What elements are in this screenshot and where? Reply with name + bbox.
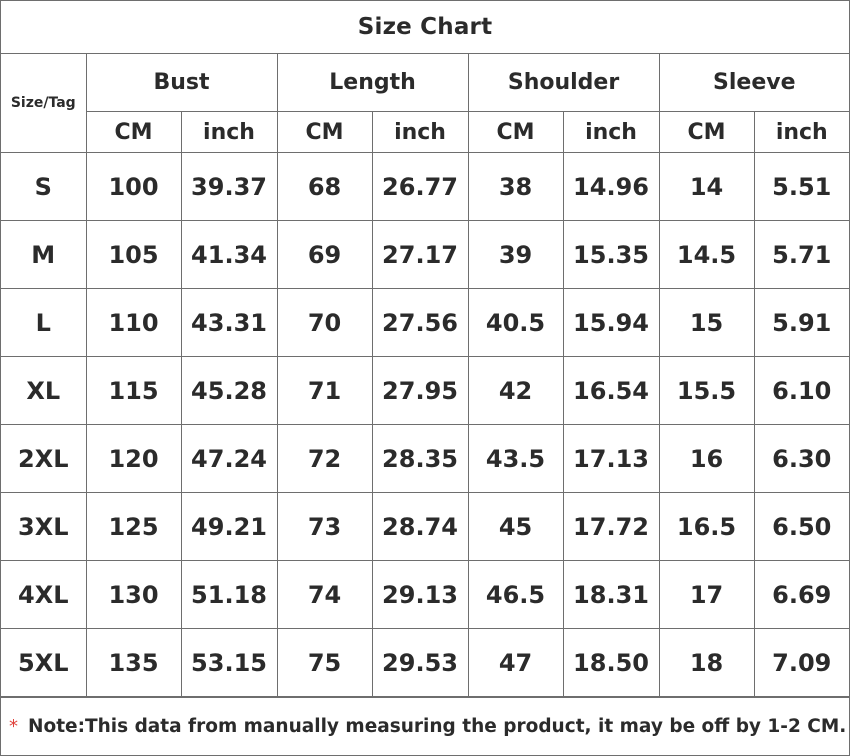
size-cell: 2XL bbox=[1, 425, 86, 493]
measurement-cell: 28.35 bbox=[372, 425, 468, 493]
measurement-cell: 100 bbox=[86, 153, 181, 221]
measurement-cell: 43.5 bbox=[468, 425, 563, 493]
unit-header: CM bbox=[277, 112, 372, 153]
note-text: Note:This data from manually measuring the product, it may be off by 1-2 CM. bbox=[28, 716, 847, 737]
measurement-cell: 41.34 bbox=[181, 221, 277, 289]
measurement-cell: 47.24 bbox=[181, 425, 277, 493]
measurement-cell: 120 bbox=[86, 425, 181, 493]
measurement-cell: 5.71 bbox=[754, 221, 849, 289]
measurement-cell: 68 bbox=[277, 153, 372, 221]
table-row bbox=[1, 425, 849, 493]
measurement-cell: 18.31 bbox=[563, 561, 659, 629]
measurement-cell: 14 bbox=[659, 153, 754, 221]
measurement-cell: 18 bbox=[659, 629, 754, 697]
measurement-cell: 40.5 bbox=[468, 289, 563, 357]
unit-header: inch bbox=[372, 112, 468, 153]
unit-header: inch bbox=[563, 112, 659, 153]
measurement-cell: 115 bbox=[86, 357, 181, 425]
header-group-row bbox=[1, 54, 849, 112]
sleeve-header: Sleeve bbox=[659, 54, 849, 112]
unit-header: CM bbox=[659, 112, 754, 153]
measurement-cell: 29.53 bbox=[372, 629, 468, 697]
measurement-cell: 14.5 bbox=[659, 221, 754, 289]
measurement-cell: 110 bbox=[86, 289, 181, 357]
measurement-cell: 45.28 bbox=[181, 357, 277, 425]
measurement-cell: 53.15 bbox=[181, 629, 277, 697]
table-row bbox=[1, 561, 849, 629]
measurement-cell: 130 bbox=[86, 561, 181, 629]
measurement-cell: 7.09 bbox=[754, 629, 849, 697]
measurement-cell: 71 bbox=[277, 357, 372, 425]
size-cell: XL bbox=[1, 357, 86, 425]
measurement-cell: 43.31 bbox=[181, 289, 277, 357]
measurement-cell: 27.95 bbox=[372, 357, 468, 425]
measurement-cell: 135 bbox=[86, 629, 181, 697]
size-cell: 3XL bbox=[1, 493, 86, 561]
measurement-cell: 16 bbox=[659, 425, 754, 493]
measurement-cell: 75 bbox=[277, 629, 372, 697]
shoulder-header: Shoulder bbox=[468, 54, 659, 112]
measurement-cell: 47 bbox=[468, 629, 563, 697]
measurement-cell: 51.18 bbox=[181, 561, 277, 629]
note-asterisk: * bbox=[9, 716, 18, 737]
table-row bbox=[1, 221, 849, 289]
header-unit-row bbox=[1, 112, 849, 153]
measurement-cell: 105 bbox=[86, 221, 181, 289]
measurement-cell: 69 bbox=[277, 221, 372, 289]
size-cell: M bbox=[1, 221, 86, 289]
measurement-cell: 39 bbox=[468, 221, 563, 289]
size-cell: L bbox=[1, 289, 86, 357]
measurement-cell: 5.91 bbox=[754, 289, 849, 357]
measurement-note bbox=[1, 697, 849, 756]
measurement-cell: 27.17 bbox=[372, 221, 468, 289]
measurement-cell: 16.5 bbox=[659, 493, 754, 561]
table-row bbox=[1, 357, 849, 425]
measurement-cell: 49.21 bbox=[181, 493, 277, 561]
table-row bbox=[1, 493, 849, 561]
measurement-cell: 26.77 bbox=[372, 153, 468, 221]
measurement-cell: 27.56 bbox=[372, 289, 468, 357]
unit-header: inch bbox=[754, 112, 849, 153]
measurement-cell: 17.72 bbox=[563, 493, 659, 561]
measurement-cell: 16.54 bbox=[563, 357, 659, 425]
measurement-cell: 73 bbox=[277, 493, 372, 561]
measurement-cell: 15.35 bbox=[563, 221, 659, 289]
measurement-cell: 70 bbox=[277, 289, 372, 357]
measurement-cell: 14.96 bbox=[563, 153, 659, 221]
measurement-cell: 15.5 bbox=[659, 357, 754, 425]
measurement-cell: 38 bbox=[468, 153, 563, 221]
measurement-cell: 125 bbox=[86, 493, 181, 561]
measurement-cell: 6.69 bbox=[754, 561, 849, 629]
size-tag-header: Size/Tag bbox=[1, 54, 86, 153]
measurement-cell: 72 bbox=[277, 425, 372, 493]
unit-header: CM bbox=[468, 112, 563, 153]
unit-header: inch bbox=[181, 112, 277, 153]
measurement-cell: 15.94 bbox=[563, 289, 659, 357]
measurement-cell: 15 bbox=[659, 289, 754, 357]
measurement-cell: 5.51 bbox=[754, 153, 849, 221]
measurement-cell: 42 bbox=[468, 357, 563, 425]
table-row bbox=[1, 153, 849, 221]
size-cell: 5XL bbox=[1, 629, 86, 697]
table-row bbox=[1, 289, 849, 357]
unit-header: CM bbox=[86, 112, 181, 153]
measurement-cell: 29.13 bbox=[372, 561, 468, 629]
bust-header: Bust bbox=[86, 54, 277, 112]
measurement-cell: 6.50 bbox=[754, 493, 849, 561]
chart-title: Size Chart bbox=[1, 1, 849, 54]
measurement-cell: 6.10 bbox=[754, 357, 849, 425]
size-table bbox=[1, 54, 849, 697]
measurement-cell: 18.50 bbox=[563, 629, 659, 697]
size-cell: 4XL bbox=[1, 561, 86, 629]
length-header: Length bbox=[277, 54, 468, 112]
size-cell: S bbox=[1, 153, 86, 221]
measurement-cell: 46.5 bbox=[468, 561, 563, 629]
measurement-cell: 17.13 bbox=[563, 425, 659, 493]
measurement-cell: 28.74 bbox=[372, 493, 468, 561]
measurement-cell: 74 bbox=[277, 561, 372, 629]
measurement-cell: 39.37 bbox=[181, 153, 277, 221]
measurement-cell: 6.30 bbox=[754, 425, 849, 493]
table-row bbox=[1, 629, 849, 697]
measurement-cell: 17 bbox=[659, 561, 754, 629]
measurement-cell: 45 bbox=[468, 493, 563, 561]
